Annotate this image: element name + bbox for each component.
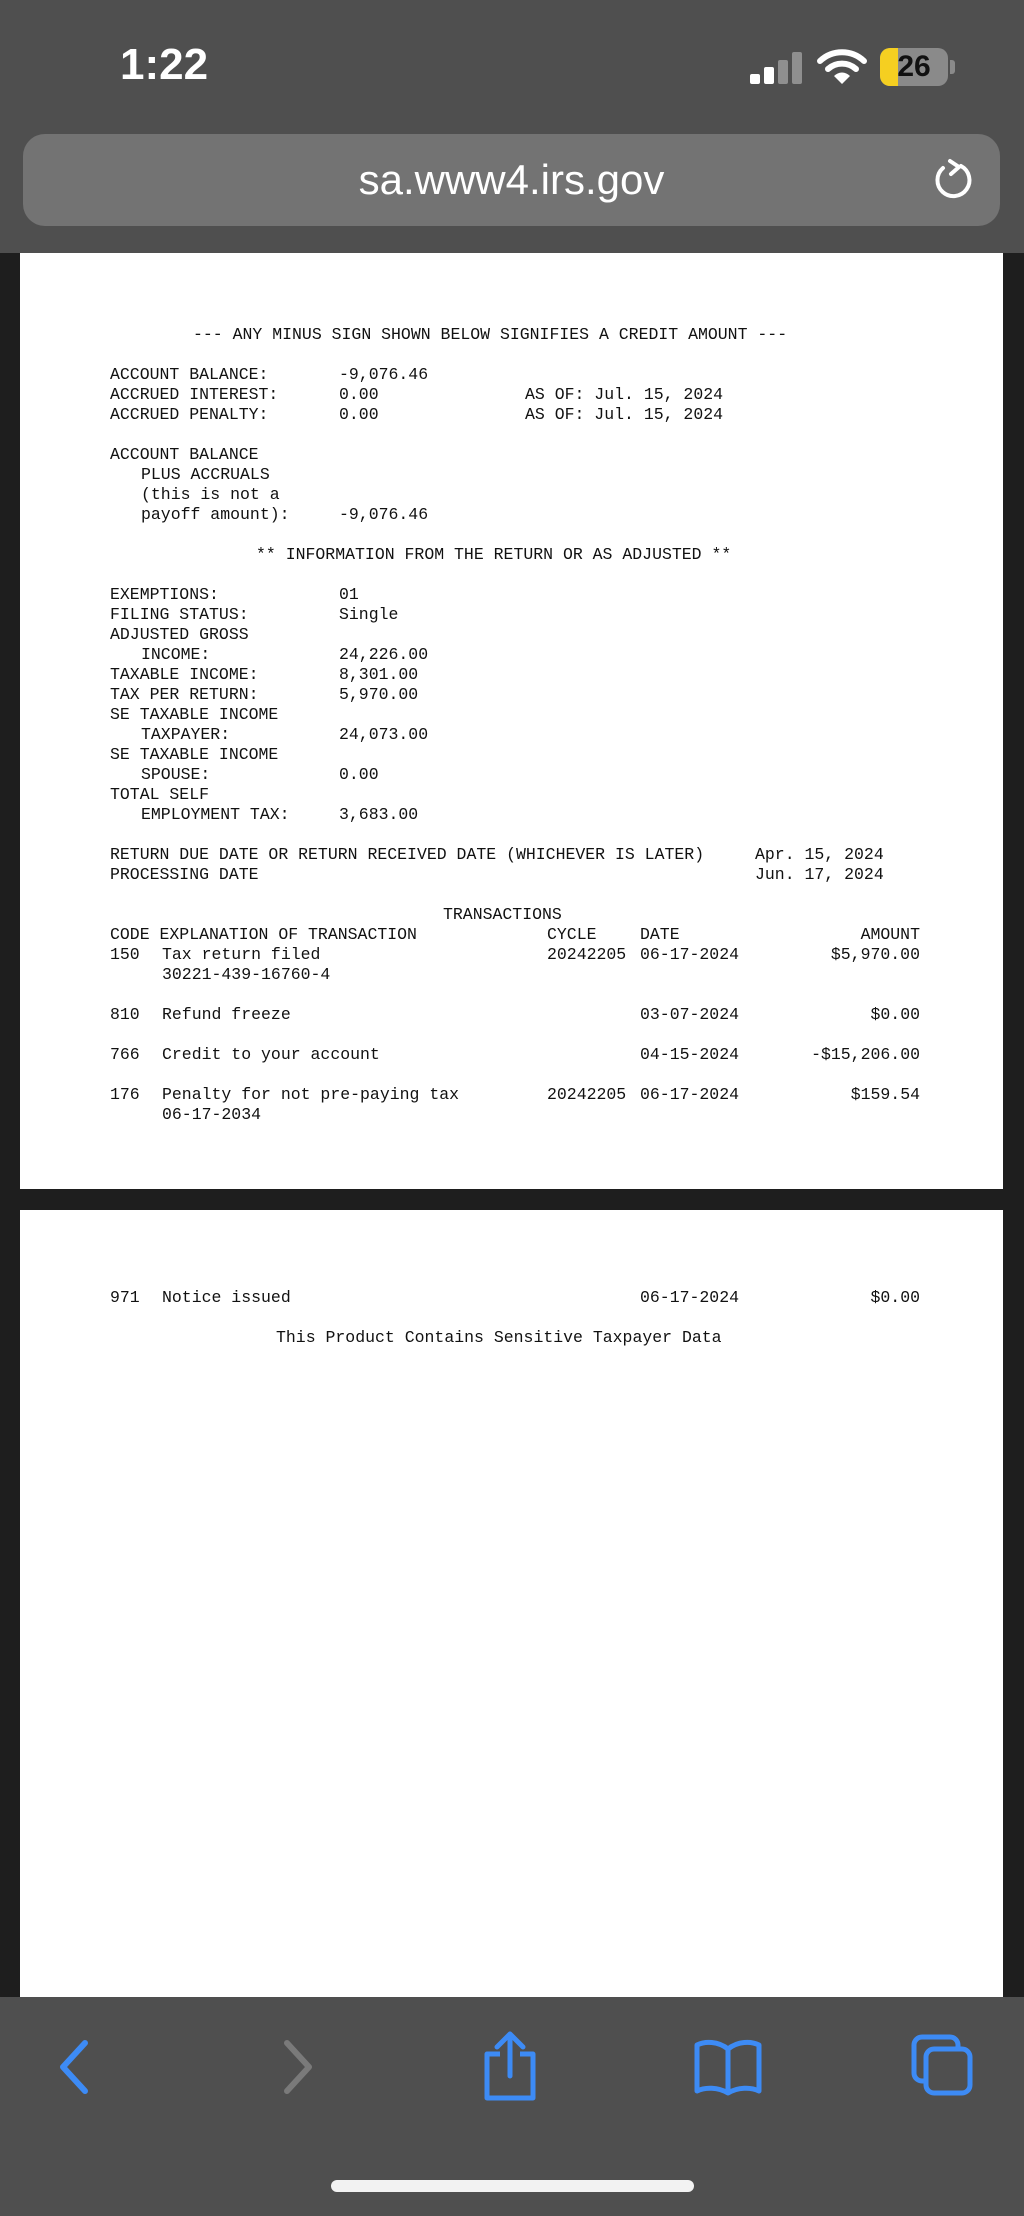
transaction-code: 150 [110, 945, 140, 964]
tax-per-return-value: 5,970.00 [339, 685, 419, 704]
transaction-code: 176 [110, 1085, 140, 1104]
balance-plus-accruals-value: -9,076.46 [339, 505, 429, 524]
balance-plus-accruals-line4: payoff amount): [141, 505, 290, 524]
accrued-penalty-asof: AS OF: Jul. 15, 2024 [525, 405, 724, 424]
accrued-penalty-value: 0.00 [339, 405, 379, 424]
transaction-amount: $0.00 [870, 1005, 920, 1024]
column-code-explanation: CODE EXPLANATION OF TRANSACTION [110, 925, 417, 944]
back-icon[interactable] [55, 2037, 99, 2097]
agi-label-line1: ADJUSTED GROSS [110, 625, 249, 644]
balance-plus-accruals-line1: ACCOUNT BALANCE [110, 445, 259, 464]
transaction-code: 971 [110, 1288, 140, 1307]
transaction-date: 06-17-2024 [640, 945, 740, 964]
address-bar[interactable] [23, 134, 1000, 226]
accrued-interest-label: ACCRUED INTEREST: [110, 385, 279, 404]
balance-plus-accruals-line2: PLUS ACCRUALS [141, 465, 270, 484]
processing-date-label: PROCESSING DATE [110, 865, 259, 884]
transaction-explanation: Tax return filed [162, 945, 321, 964]
transaction-date: 06-17-2024 [640, 1085, 740, 1104]
browser-top-chrome [0, 0, 1024, 253]
account-balance-label: ACCOUNT BALANCE: [110, 365, 269, 384]
total-se-label-line1: TOTAL SELF [110, 785, 210, 804]
transaction-date: 06-17-2024 [640, 1288, 740, 1307]
se-spouse-value: 0.00 [339, 765, 379, 784]
battery-icon [880, 48, 948, 86]
se-taxpayer-value: 24,073.00 [339, 725, 429, 744]
se-spouse-label-line2: SPOUSE: [141, 765, 211, 784]
transaction-code: 810 [110, 1005, 140, 1024]
filing-status-label: FILING STATUS: [110, 605, 249, 624]
sensitive-data-footer: This Product Contains Sensitive Taxpayer Data [276, 1328, 722, 1347]
transaction-amount: $159.54 [850, 1085, 920, 1104]
return-due-value: Apr. 15, 2024 [755, 845, 884, 864]
balance-plus-accruals-line3: (this is not a [141, 485, 280, 504]
transcript-page-1 [20, 253, 1003, 1189]
se-taxpayer-label-line2: TAXPAYER: [141, 725, 231, 744]
transaction-code: 766 [110, 1045, 140, 1064]
agi-value: 24,226.00 [339, 645, 429, 664]
column-amount: AMOUNT [860, 925, 920, 944]
transaction-amount: $5,970.00 [830, 945, 920, 964]
transaction-date: 03-07-2024 [640, 1005, 740, 1024]
transaction-explanation: Notice issued [162, 1288, 291, 1307]
battery-level: 26 [897, 50, 931, 83]
transaction-detail: 30221-439-16760-4 [162, 965, 331, 984]
column-cycle: CYCLE [547, 925, 597, 944]
transaction-detail: 06-17-2034 [162, 1105, 262, 1124]
tabs-icon[interactable] [910, 2033, 976, 2099]
accrued-interest-value: 0.00 [339, 385, 379, 404]
transaction-explanation: Credit to your account [162, 1045, 380, 1064]
forward-icon[interactable] [275, 2037, 319, 2097]
tax-per-return-label: TAX PER RETURN: [110, 685, 259, 704]
book-icon[interactable] [693, 2037, 763, 2097]
credit-note: --- ANY MINUS SIGN SHOWN BELOW SIGNIFIES A CREDIT AMOUNT --- [193, 325, 788, 344]
column-date: DATE [640, 925, 680, 944]
url-text[interactable]: sa.www4.irs.gov [358, 156, 665, 203]
exemptions-label: EXEMPTIONS: [110, 585, 219, 604]
battery-tip [950, 60, 955, 74]
transactions-title: TRANSACTIONS [443, 905, 562, 924]
exemptions-value: 01 [339, 585, 359, 604]
wifi-icon [817, 48, 867, 86]
processing-date-value: Jun. 17, 2024 [755, 865, 884, 884]
transaction-cycle: 20242205 [547, 945, 627, 964]
accrued-interest-asof: AS OF: Jul. 15, 2024 [525, 385, 724, 404]
taxable-income-value: 8,301.00 [339, 665, 419, 684]
accrued-penalty-label: ACCRUED PENALTY: [110, 405, 269, 424]
total-se-label-line2: EMPLOYMENT TAX: [141, 805, 290, 824]
transaction-amount: -$15,206.00 [811, 1045, 920, 1064]
cellular-signal-icon [750, 52, 802, 84]
transaction-explanation: Refund freeze [162, 1005, 291, 1024]
transcript-page-2 [20, 1210, 1003, 1997]
reload-icon[interactable] [928, 155, 978, 205]
transaction-amount: $0.00 [870, 1288, 920, 1307]
se-taxpayer-label-line1: SE TAXABLE INCOME [110, 705, 279, 724]
account-balance-value: -9,076.46 [339, 365, 429, 384]
transaction-explanation: Penalty for not pre-paying tax [162, 1085, 460, 1104]
transaction-date: 04-15-2024 [640, 1045, 740, 1064]
status-time: 1:22 [120, 40, 209, 89]
filing-status-value: Single [339, 605, 399, 624]
taxable-income-label: TAXABLE INCOME: [110, 665, 259, 684]
return-due-label: RETURN DUE DATE OR RETURN RECEIVED DATE (WHICHEVER IS LATER) [110, 845, 705, 864]
share-icon[interactable] [480, 2030, 540, 2102]
home-indicator[interactable] [331, 2180, 694, 2192]
transaction-cycle: 20242205 [547, 1085, 627, 1104]
agi-label-line2: INCOME: [141, 645, 211, 664]
se-spouse-label-line1: SE TAXABLE INCOME [110, 745, 279, 764]
info-header: ** INFORMATION FROM THE RETURN OR AS ADJUSTED ** [256, 545, 732, 564]
total-se-value: 3,683.00 [339, 805, 419, 824]
